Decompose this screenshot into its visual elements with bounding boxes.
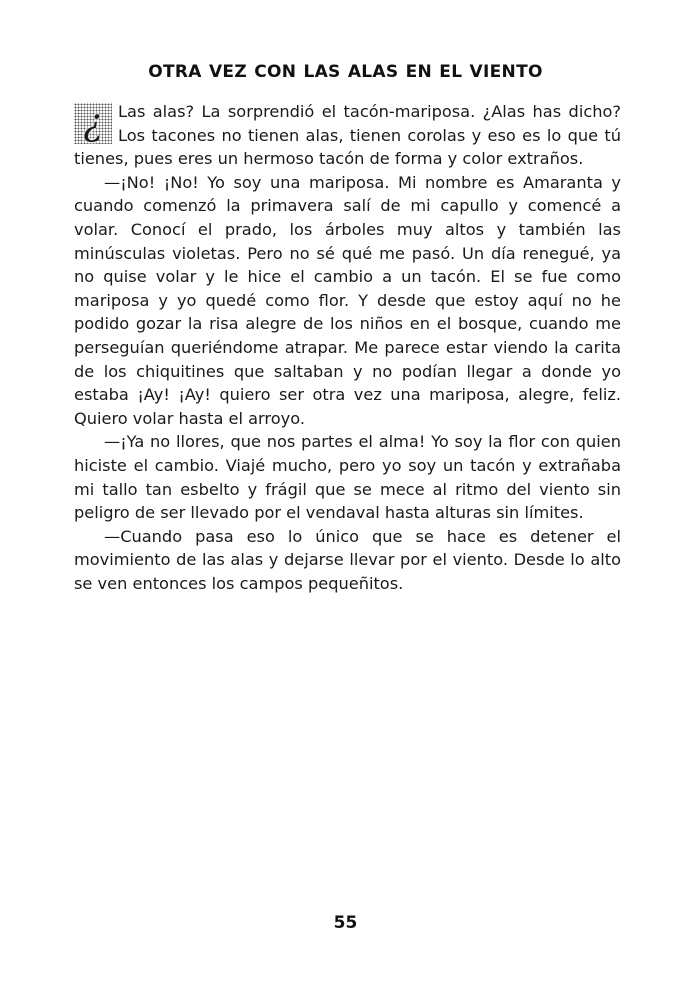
drop-cap-ornament <box>74 103 112 144</box>
paragraph-4: —Cuando pasa eso lo único que se hace es detener el movimiento de las alas y dejarse llevar por el viento. Desde lo alto se ven entonces los campos pequeñitos. <box>74 526 621 593</box>
paragraph-3: —¡Ya no llores, que nos partes el alma! Yo soy la flor con quien hiciste el cambio. Viajé mucho, pero yo soy un tacón y extrañaba mi tallo tan esbelto y frágil que se mece al ritmo del viento sin peligro de ser llevado por el vendaval hasta alturas sin límites. <box>74 432 621 523</box>
paragraph-1-text: Las alas? La sorprendió el tacón-mariposa. ¿Alas has dicho? Los tacones no tienen alas, tienen corolas y eso es lo que tú tienes, pues eres un hermoso tacón de forma y color extraños. <box>74 102 621 169</box>
drop-cap-letter: ¿ <box>83 102 103 144</box>
body-text <box>74 100 621 595</box>
paragraph-1 <box>74 100 621 171</box>
paragraph-2: —¡No! ¡No! Yo soy una mariposa. Mi nombre es Amaranta y cuando comenzó la primavera salí de mi capullo y comencé a volar. Conocí el prado, los árboles muy altos y también las minúsculas violetas. Pero no sé qué me pasó. Un día renegué, ya no quise volar y le hice el cambio a un tacón. El se fue como mariposa y yo quedé como flor. Y desde que estoy aquí no he podido gozar la risa alegre de los niños en el bosque, cuando me perseguían queriéndome atrapar. Me parece estar viendo la carita de los chiquitines que saltaban y no podían llegar a donde yo estaba ¡Ay! ¡Ay! quiero ser otra vez una mariposa, alegre, feliz. Quiero volar hasta el arroyo. <box>74 172 621 428</box>
chapter-title: OTRA VEZ CON LAS ALAS EN EL VIENTO <box>148 62 543 82</box>
page-number: 55 <box>333 913 358 933</box>
